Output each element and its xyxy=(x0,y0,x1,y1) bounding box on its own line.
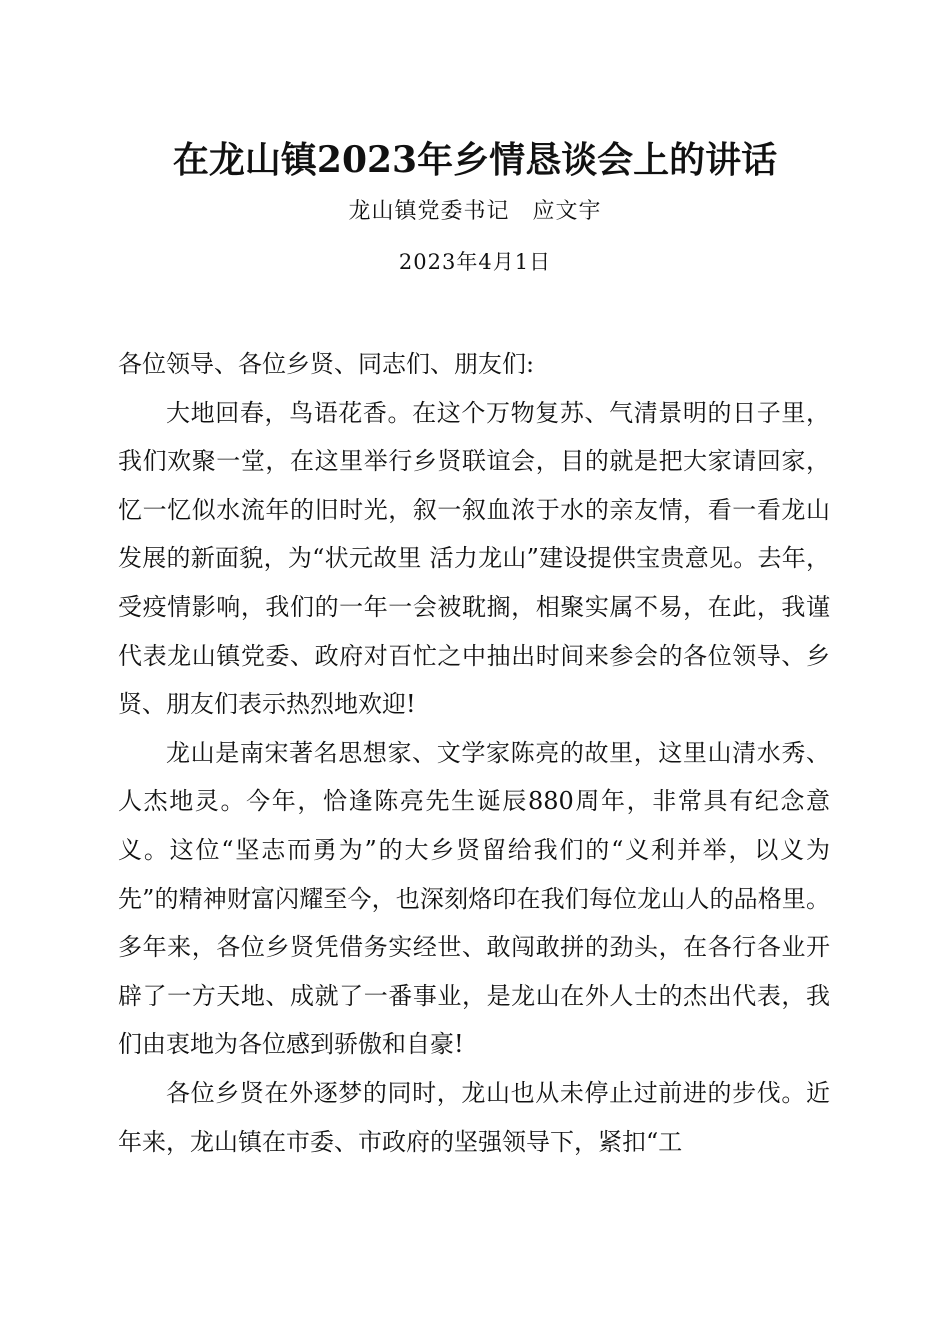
salutation: 各位领导、各位乡贤、同志们、朋友们: xyxy=(118,350,535,378)
paragraph-2: 龙山是南宋著名思想家、文学家陈亮的故里，这里山清水秀、人杰地灵。今年，恰逢陈亮先生诞辰880周年，非常具有纪念意义。这位“坚志而勇为”的大乡贤留给我们的“义利并举，以义为先”的精神财富闪耀至今，也深刻烙印在我们每位龙山人的品格里。多年来，各位乡贤凭借务实经世、敢闯敢拼的劲头，在各行各业开辟了一方天地、成就了一番事业，是龙山在外人士的杰出代表，我们由衷地为各位感到骄傲和自豪! xyxy=(118,738,830,1059)
paragraph-3: 各位乡贤在外逐梦的同时，龙山也从未停止过前进的步伐。近年来，龙山镇在市委、市政府的坚强领导下，紧扣“工 xyxy=(118,1078,830,1156)
document-date: 2023年4月1日 xyxy=(398,250,552,274)
document-body xyxy=(118,340,830,1166)
paragraph-1: 大地回春，鸟语花香。在这个万物复苏、气清景明的日子里，我们欢聚一堂，在这里举行乡贤联谊会，目的就是把大家请回家，忆一忆似水流年的旧时光，叙一叙血浓于水的亲友情，看一看龙山发展的新面貌，为“状元故里 活力龙山”建设提供宝贵意见。去年，受疫情影响，我们的一年一会被耽搁，相聚实属不易，在此，我谨代表龙山镇党委、政府对百忙之中抽出时间来参会的各位领导、乡贤、朋友们表示热烈地欢迎! xyxy=(118,398,830,719)
document-title: 在龙山镇2023年乡情恳谈会上的讲话 xyxy=(172,139,778,181)
author-line: 龙山镇党委书记 应文宇 xyxy=(348,199,602,224)
